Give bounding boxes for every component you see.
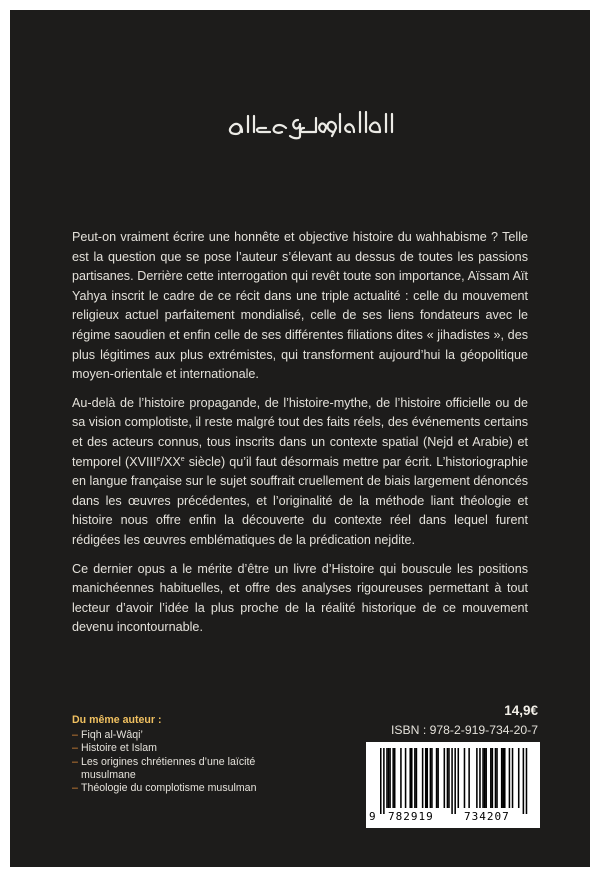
barcode-bar <box>436 748 438 808</box>
other-book-title: Histoire et Islam <box>81 742 157 755</box>
barcode-bar <box>437 748 439 808</box>
barcode-first-digit: 9 <box>369 810 376 823</box>
barcode-bar <box>444 748 446 808</box>
other-book-title: Les origines chrétiennes d’une laïcité musulmane <box>81 755 256 781</box>
barcode-bar <box>411 748 413 808</box>
blurb-paragraph-1-text: Peut-on vraiment écrire une honnête et objective histoire du wahhabisme ? Telle est la question que se pose l’auteur s’élevant au dessus de toutes les passions partisanes. Derrière cette interrogation qui revêt toute son importance, Aïssam Aït Yahya inscrit le cadre de ce récit dans une triple actualité : celle du mouvement religieux actuel parfaitement mondialisé, celle de ses liens fondateurs avec le régime saoudien et enfin celle de ses différentes filiations dites « jihadistes », des plus légitimes aux plus extrémistes, qui transforment aujourd’hui la géopolitique moyen-orientale et internationale. <box>72 230 528 382</box>
blurb-text <box>72 228 528 647</box>
barcode-bar <box>386 748 388 808</box>
barcode-bar <box>496 748 498 808</box>
barcode-bar <box>454 748 456 814</box>
barcode-bar <box>509 748 511 808</box>
barcode-bar <box>504 748 506 808</box>
barcode-bar <box>464 748 466 808</box>
isbn-barcode <box>366 742 540 828</box>
barcode-bar <box>526 748 528 814</box>
barcode-bar <box>422 748 424 808</box>
barcode-bar <box>409 748 411 808</box>
barcode-bar <box>495 748 497 808</box>
other-book-title: Théologie du complotisme musulman <box>81 782 257 795</box>
barcode-bar <box>388 748 390 808</box>
bullet-dash: – <box>72 742 78 755</box>
other-book-item <box>72 756 292 782</box>
barcode-bar <box>383 748 385 814</box>
barcode-bar <box>392 748 394 808</box>
blurb-paragraph-2-text-b: /XX <box>160 454 181 469</box>
barcode-bar <box>458 748 460 808</box>
barcode-bar <box>468 748 470 808</box>
barcode-bar <box>414 748 416 808</box>
barcode-bar <box>479 748 481 808</box>
century-superscript-2: e <box>180 455 185 463</box>
blurb-paragraph-2-text-a: Au-delà de l’histoire propagande, de l’histoire-mythe, de l’histoire officielle ou de sa vision complotiste, il reste malgré tout des faits réels, des événements certains et des acteurs connus, tous inscrits dans un contexte spatial (Nejd et Arabie) et temporel (XVIII <box>72 395 528 469</box>
other-book-item <box>72 742 292 755</box>
barcode-bar <box>476 748 478 808</box>
barcode-bar <box>512 748 514 808</box>
barcode-bar <box>448 748 450 808</box>
isbn-label: ISBN : 978-2-919-734-20-7 <box>390 723 538 737</box>
barcode-bar <box>523 748 525 814</box>
other-book-title: Fiqh al-Wâqi’ <box>81 729 143 742</box>
barcode-bar <box>492 748 494 808</box>
other-books-section <box>72 714 292 795</box>
bullet-dash: – <box>72 782 78 795</box>
barcode-bar <box>425 748 427 808</box>
blurb-paragraph-3-text: Ce dernier opus a le mérite d’être un livre d’Histoire qui bouscule les positions manichéennes habituelles, et offre des analyses rigoureuses permettant à tout lecteur d’avoir l’idée la plus proche de la réalité historique de ce mouvement devenu incontournable. <box>72 561 528 635</box>
barcode-bar <box>518 748 520 808</box>
other-books-title: Du même auteur : <box>72 714 162 726</box>
barcode-bar <box>485 748 487 808</box>
blurb-paragraph-2 <box>72 394 528 551</box>
barcode-bar <box>416 748 418 808</box>
barcode-left-digits: 782919 <box>388 810 434 823</box>
barcode-bar <box>482 748 484 808</box>
barcode-bar <box>380 748 382 814</box>
century-superscript-1: e <box>156 455 161 463</box>
barcode-bar <box>427 748 429 808</box>
barcode-bar <box>501 748 503 808</box>
barcode-bar <box>394 748 396 808</box>
barcode-bar <box>447 748 449 808</box>
other-book-item <box>72 729 292 742</box>
other-books-list <box>72 729 292 795</box>
barcode-bar <box>484 748 486 808</box>
shahada-calligraphy-logo <box>220 106 400 142</box>
barcode-bar <box>405 748 407 808</box>
barcode-digits <box>366 810 540 826</box>
barcode-right-digits: 734207 <box>464 810 510 823</box>
blurb-paragraph-1 <box>72 228 528 385</box>
price-label: 14,9€ <box>504 703 538 718</box>
barcode-bar <box>430 748 432 808</box>
blurb-paragraph-3 <box>72 560 528 638</box>
barcode-bar <box>490 748 492 808</box>
book-back-cover <box>10 10 590 867</box>
barcode-bar <box>400 748 402 808</box>
barcode-bar <box>431 748 433 808</box>
bullet-dash: – <box>72 755 78 768</box>
barcode-bar <box>502 748 504 808</box>
barcode-bar <box>451 748 453 814</box>
barcode-bar <box>389 748 391 808</box>
blurb-paragraph-2-text-c: siècle) qu’il faut désormais mettre par écrit. L’historiographie en langue française sur le sujet souffrait cruellement de biais largement dénoncés dans les œuvres précédentes, et l’originalité de la méthode liant théologie et histoire nous offre enfin la découverte du contexte réel dans lequel furent rédigées les œuvres emblématiques de la prédication nejdite. <box>72 454 528 547</box>
bullet-dash: – <box>72 729 78 742</box>
other-book-item <box>72 782 292 795</box>
